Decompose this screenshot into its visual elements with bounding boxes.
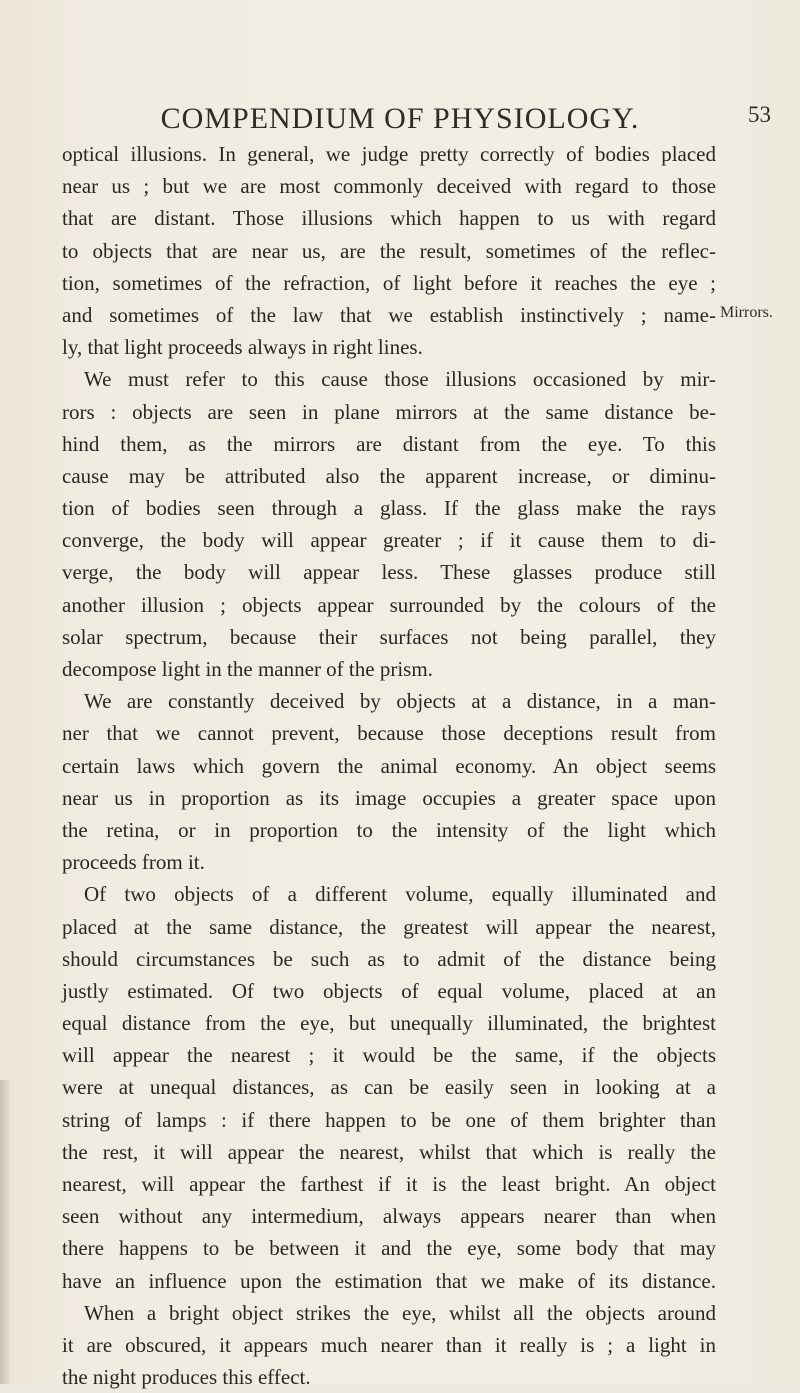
text-line: and sometimes of the law that we establish instinctively ; name- — [62, 302, 716, 327]
text-line: equal distance from the eye, but unequally illuminated, the brightest — [62, 1011, 716, 1036]
text-line: seen without any intermedium, always appears nearer than when — [62, 1204, 716, 1229]
text-line: justly estimated. Of two objects of equal volume, placed at an — [62, 978, 716, 1003]
text-line: the retina, or in proportion to the intensity of the light which — [62, 817, 716, 842]
text-line: will appear the nearest ; it would be the same, if the objects — [62, 1043, 716, 1068]
text-line: near us in proportion as its image occupies a greater space upon — [62, 785, 716, 810]
running-head: COMPENDIUM OF PHYSIOLOGY. — [160, 102, 640, 135]
text-line: were at unequal distances, as can be easily seen in looking at a — [62, 1075, 716, 1100]
text-line: the night produces this effect. — [62, 1365, 311, 1390]
text-line: nearest, will appear the farthest if it is the least bright. An object — [62, 1172, 716, 1196]
text-line: decompose light in the manner of the prism. — [62, 657, 433, 681]
text-line: optical illusions. In general, we judge pretty correctly of bodies placed — [62, 142, 716, 166]
text-line: hind them, as the mirrors are distant from the eye. To this — [62, 431, 716, 456]
marginal-note-mirrors: Mirrors. — [720, 304, 773, 321]
text-line: ner that we cannot prevent, because those deceptions result from — [62, 721, 716, 746]
text-line: When a bright object strikes the eye, whilst all the objects around — [84, 1300, 716, 1325]
text-line: near us ; but we are most commonly deceived with regard to those — [62, 174, 716, 199]
text-line: string of lamps : if there happen to be one of them brighter than — [62, 1107, 716, 1132]
body-text — [62, 138, 716, 1393]
text-line: should circumstances be such as to admit of the distance being — [62, 946, 716, 971]
text-line: proceeds from it. — [62, 850, 205, 875]
text-line: the rest, it will appear the nearest, whilst that which is really the — [62, 1139, 716, 1164]
page-number: 53 — [748, 102, 771, 127]
text-line: have an influence upon the estimation that we make of its distance. — [62, 1268, 716, 1293]
text-line: Of two objects of a different volume, equally illuminated and — [84, 882, 716, 907]
page-binding-edge — [0, 1080, 10, 1384]
text-line: tion, sometimes of the refraction, of light before it reaches the eye ; — [62, 270, 716, 295]
text-line: it are obscured, it appears much nearer than it really is ; a light in — [62, 1332, 716, 1357]
text-line: ly, that light proceeds always in right lines. — [62, 335, 423, 360]
text-line: placed at the same distance, the greatest will appear the nearest, — [62, 914, 716, 939]
text-line: there happens to be between it and the eye, some body that may — [62, 1236, 716, 1261]
text-line: converge, the body will appear greater ; if it cause them to di- — [62, 528, 716, 553]
text-line: to objects that are near us, are the result, sometimes of the reflec- — [62, 238, 716, 263]
text-line: We are constantly deceived by objects at a distance, in a man- — [84, 689, 716, 714]
text-line: cause may be attributed also the apparent increase, or diminu- — [62, 463, 716, 488]
text-line: that are distant. Those illusions which happen to us with regard — [62, 206, 716, 231]
text-line: tion of bodies seen through a glass. If the glass make the rays — [62, 496, 716, 521]
text-line: another illusion ; objects appear surrounded by the colours of the — [62, 592, 716, 617]
text-line: verge, the body will appear less. These glasses produce still — [62, 560, 716, 585]
text-line: certain laws which govern the animal economy. An object seems — [62, 753, 716, 778]
text-line: We must refer to this cause those illusions occasioned by mir- — [84, 367, 716, 392]
text-line: rors : objects are seen in plane mirrors at the same distance be- — [62, 399, 716, 424]
text-line: solar spectrum, because their surfaces not being parallel, they — [62, 624, 716, 649]
